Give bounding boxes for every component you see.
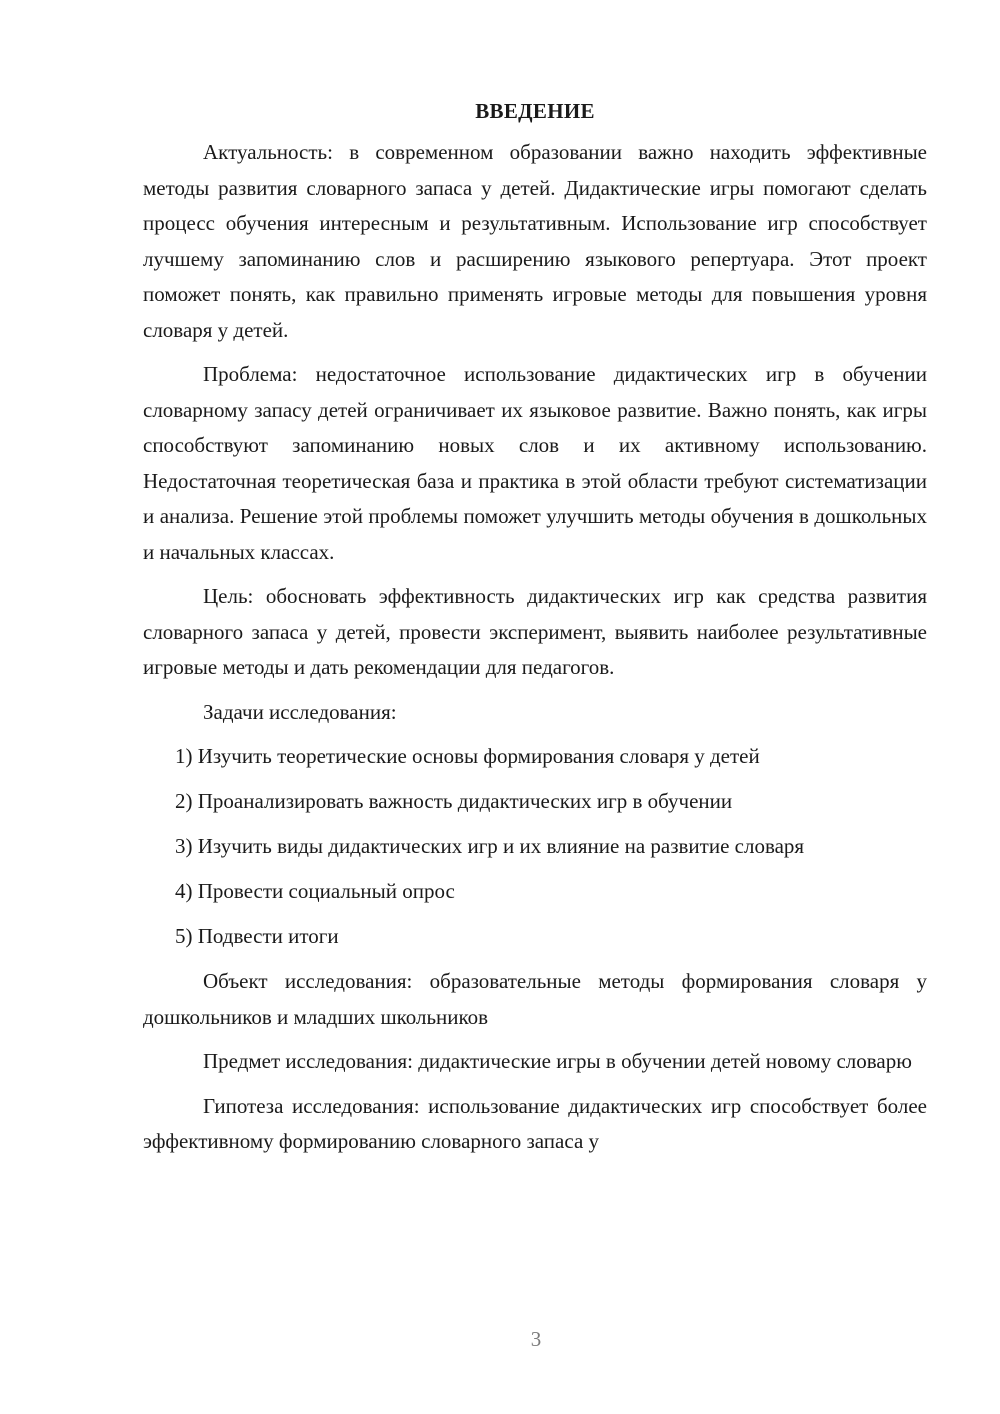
paragraph-object: Объект исследования: образовательные методы формирования словаря у дошкольников и младших школьников (143, 969, 927, 1029)
paragraph-hypothesis: Гипотеза исследования: использование дидактических игр способствует более эффективному формированию словарного запаса у (143, 1093, 927, 1153)
paragraph-goal: Цель: обосновать эффективность дидактических игр как средства развития словарного запаса у детей, провести эксперимент, выявить наиболее результативные игровые методы и дать рекомендации для педагогов. (143, 584, 927, 679)
list-item: 2) Проанализировать важность дидактических игр в обучении (175, 789, 733, 813)
paragraph-relevance: Актуальность: в современном образовании важно находить эффективные методы развития словарного запаса у детей. Дидактические игры помогают сделать процесс обучения интересным и результативным. Использование игр способствует лучшему запоминанию слов и расширению языкового репертуара. Этот проект поможет понять, как правильно применять игровые методы для повышения уровня словаря у детей. (143, 140, 927, 342)
list-item: 5) Подвести итоги (175, 924, 339, 948)
paragraph-subject: Предмет исследования: дидактические игры в обучении детей новому словарю (203, 1049, 912, 1073)
page-content (143, 94, 927, 1169)
list-item: 4) Провести социальный опрос (175, 879, 455, 903)
section-title: ВВЕДЕНИЕ (475, 99, 595, 123)
tasks-list (143, 739, 927, 955)
list-item: 1) Изучить теоретические основы формирования словаря у детей (175, 744, 760, 768)
paragraph-problem: Проблема: недостаточное использование дидактических игр в обучении словарному запасу детей ограничивает их языковое развитие. Важно понять, как игры способствуют запоминанию новых слов и их активному использованию. Недостаточная теоретическая база и практика в этой области требуют систематизации и анализа. Решение этой проблемы поможет улучшить методы обучения в дошкольных и начальных классах. (143, 362, 927, 564)
list-item: 3) Изучить виды дидактических игр и их влияние на развитие словаря (175, 834, 805, 858)
page-number: 3 (530, 1327, 542, 1351)
tasks-heading: Задачи исследования: (203, 699, 397, 724)
